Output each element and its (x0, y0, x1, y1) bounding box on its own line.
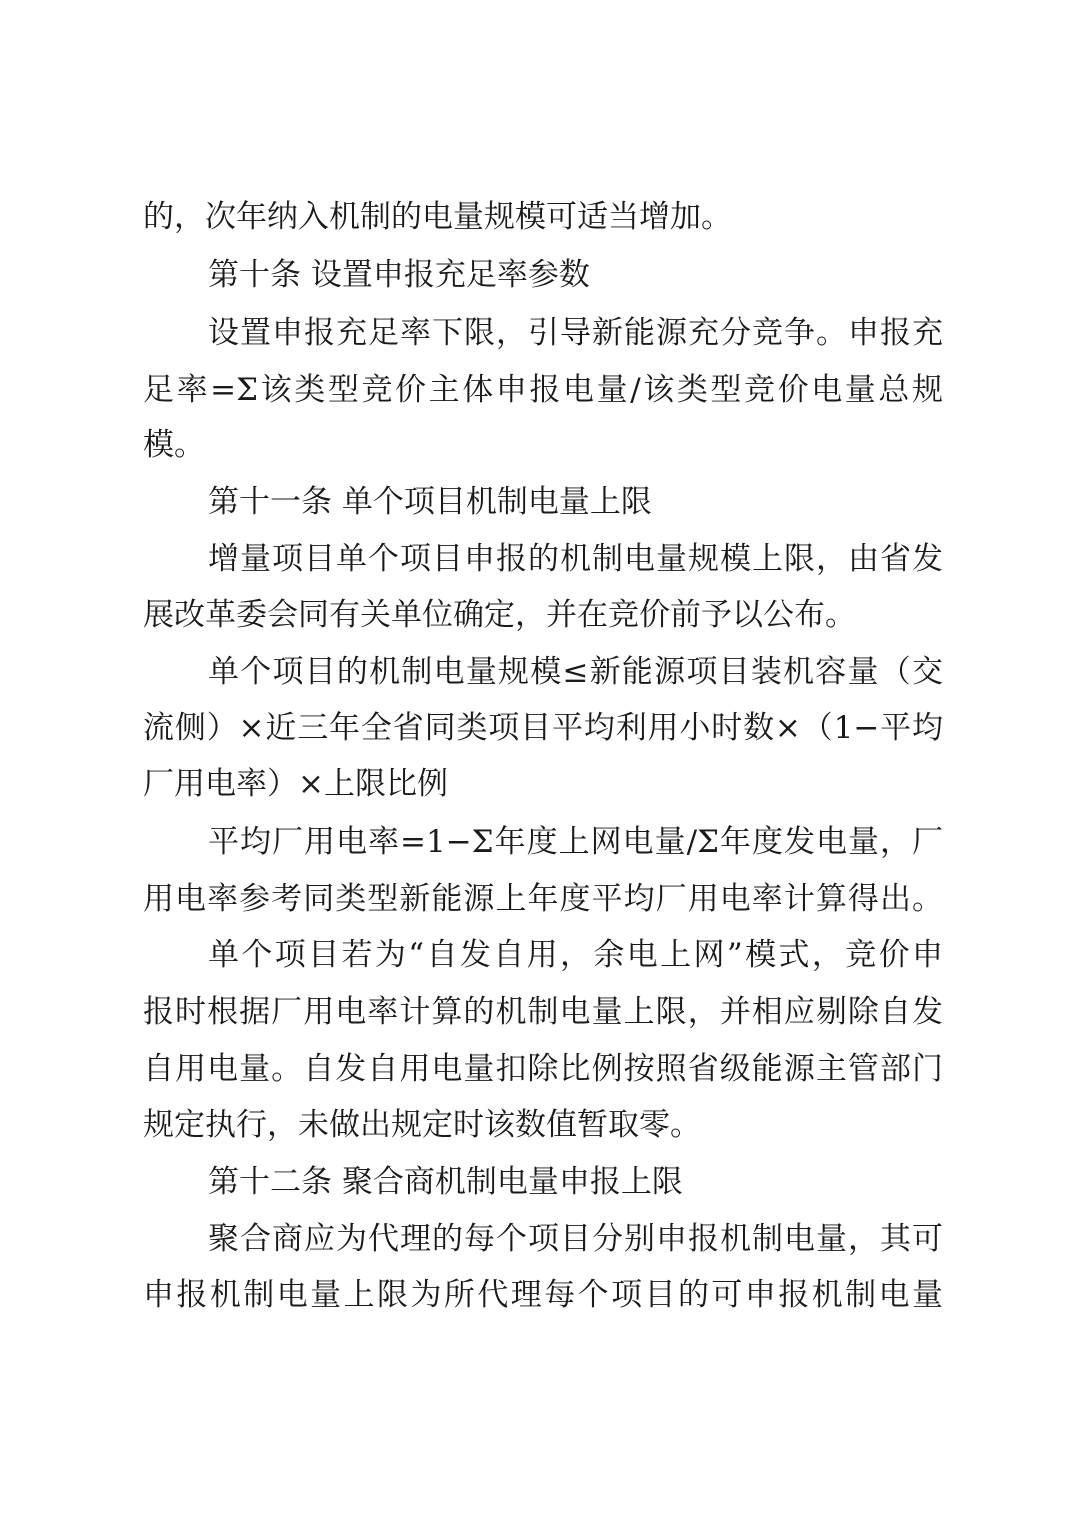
text-line-1: 的，次年纳入机制的电量规模可适当增加。 (143, 199, 732, 235)
text-line-8: 展改革委会同有关单位确定，并在竞价前予以公布。 (143, 597, 856, 633)
text-line-4: 足率=Σ该类型竞价主体申报电量/该类型竞价电量总规 (143, 372, 943, 408)
text-line-12: 平均厂用电率=1−Σ年度上网电量/Σ年度发电量，厂 (208, 824, 943, 860)
text-line-3: 设置申报充足率下限，引导新能源充分竞争。申报充 (208, 315, 943, 351)
article-11-heading: 第十一条 单个项目机制电量上限 (208, 484, 652, 520)
text-line-14: 单个项目若为“自发自用，余电上网”模式，竞价申 (208, 937, 943, 973)
text-line-20: 申报机制电量上限为所代理每个项目的可申报机制电量 (143, 1277, 943, 1313)
article-12-heading: 第十二条 聚合商机制电量申报上限 (208, 1164, 683, 1200)
text-line-16: 自用电量。自发自用电量扣除比例按照省级能源主管部门 (143, 1051, 943, 1087)
text-line-17: 规定执行，未做出规定时该数值暂取零。 (143, 1107, 701, 1143)
text-line-7: 增量项目单个项目申报的机制电量规模上限，由省发 (208, 541, 943, 577)
text-line-5: 模。 (143, 427, 205, 463)
text-line-11: 厂用电率）×上限比例 (143, 766, 448, 802)
text-line-10: 流侧）×近三年全省同类项目平均利用小时数×（1−平均 (143, 710, 943, 746)
text-line-13: 用电率参考同类型新能源上年度平均厂用电率计算得出。 (143, 881, 943, 917)
text-line-19: 聚合商应为代理的每个项目分别申报机制电量，其可 (208, 1221, 943, 1257)
article-10-heading: 第十条 设置申报充足率参数 (208, 257, 590, 293)
text-line-15: 报时根据厂用电率计算的机制电量上限，并相应剔除自发 (143, 994, 943, 1030)
text-line-9: 单个项目的机制电量规模≤新能源项目装机容量（交 (208, 654, 943, 690)
